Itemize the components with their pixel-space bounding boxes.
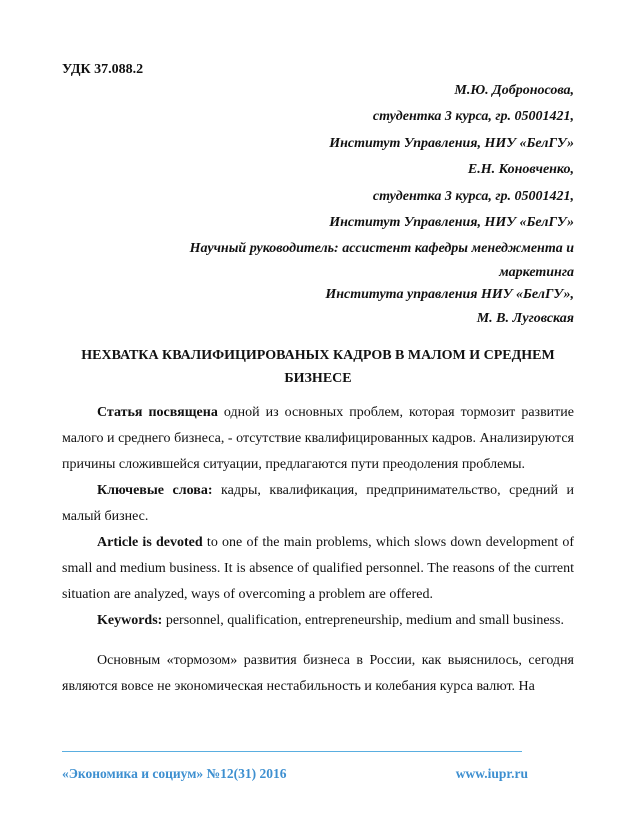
author-2-name: Е.Н. Коновченко, bbox=[467, 162, 574, 178]
paragraph-gap bbox=[62, 634, 574, 648]
keywords-ru-lead: Ключевые слова: bbox=[97, 483, 213, 498]
abstract-en bbox=[62, 530, 574, 608]
footer-rule bbox=[62, 751, 522, 752]
keywords-en bbox=[62, 608, 574, 634]
intro-paragraph: Основным «тормозом» развития бизнеса в России, как выяснилось, сегодня являются вовсе не экономическая нестабильность и колебания курса валют. На bbox=[62, 653, 574, 694]
article-title-line-2: БИЗНЕСЕ bbox=[284, 371, 352, 386]
abstract-en-text: to one of the main problems, which slows down development of small and medium business. It is absence of qualified personnel. The reasons of the current situation are analyzed, ways of overcoming a problem are offered. bbox=[62, 535, 574, 602]
author-1-affiliation: Институт Управления, НИУ «БелГУ» bbox=[329, 135, 574, 151]
article-page bbox=[62, 0, 574, 820]
article-body bbox=[62, 400, 574, 700]
supervisor-affiliation: Института управления НИУ «БелГУ», bbox=[325, 286, 574, 302]
author-1-position: студентка 3 курса, гр. 05001421, bbox=[372, 109, 574, 125]
keywords-en-lead: Keywords: bbox=[97, 613, 163, 628]
author-2-affiliation: Институт Управления, НИУ «БелГУ» bbox=[329, 215, 574, 231]
footer-website-link[interactable]: www.iupr.ru bbox=[455, 766, 528, 781]
supervisor-name: М. В. Луговская bbox=[476, 310, 574, 326]
supervisor-department: маркетинга bbox=[499, 264, 574, 280]
footer-journal: «Экономика и социум» №12(31) 2016 bbox=[62, 766, 287, 781]
keywords-ru bbox=[62, 478, 574, 530]
supervisor-title: Научный руководитель: ассистент кафедры менеджмента и bbox=[189, 241, 574, 257]
udc-code: УДК 37.088.2 bbox=[62, 62, 144, 77]
keywords-ru-text: кадры, квалификация, предпринимательство, средний и малый бизнес. bbox=[62, 483, 574, 524]
abstract-ru-text: одной из основных проблем, которая тормозит развитие малого и среднего бизнеса, - отсутствие квалифицированных кадров. Анализируются причины сложившейся ситуации, предлагаются пути преодоления проблемы. bbox=[62, 405, 574, 472]
abstract-ru-lead: Статья посвящена bbox=[97, 405, 218, 420]
author-2-position: студентка 3 курса, гр. 05001421, bbox=[372, 188, 574, 204]
author-block bbox=[62, 78, 574, 331]
abstract-ru bbox=[62, 400, 574, 478]
article-title bbox=[62, 344, 574, 390]
article-title-line-1: НЕХВАТКА КВАЛИФИЦИРОВАНЫХ КАДРОВ В МАЛОМ И СРЕДНЕМ bbox=[81, 348, 555, 363]
abstract-en-lead: Article is devoted bbox=[97, 535, 203, 550]
keywords-en-text: personnel, qualification, entrepreneurship, medium and small business. bbox=[162, 613, 564, 628]
author-1-name: М.Ю. Доброносова, bbox=[454, 83, 574, 98]
